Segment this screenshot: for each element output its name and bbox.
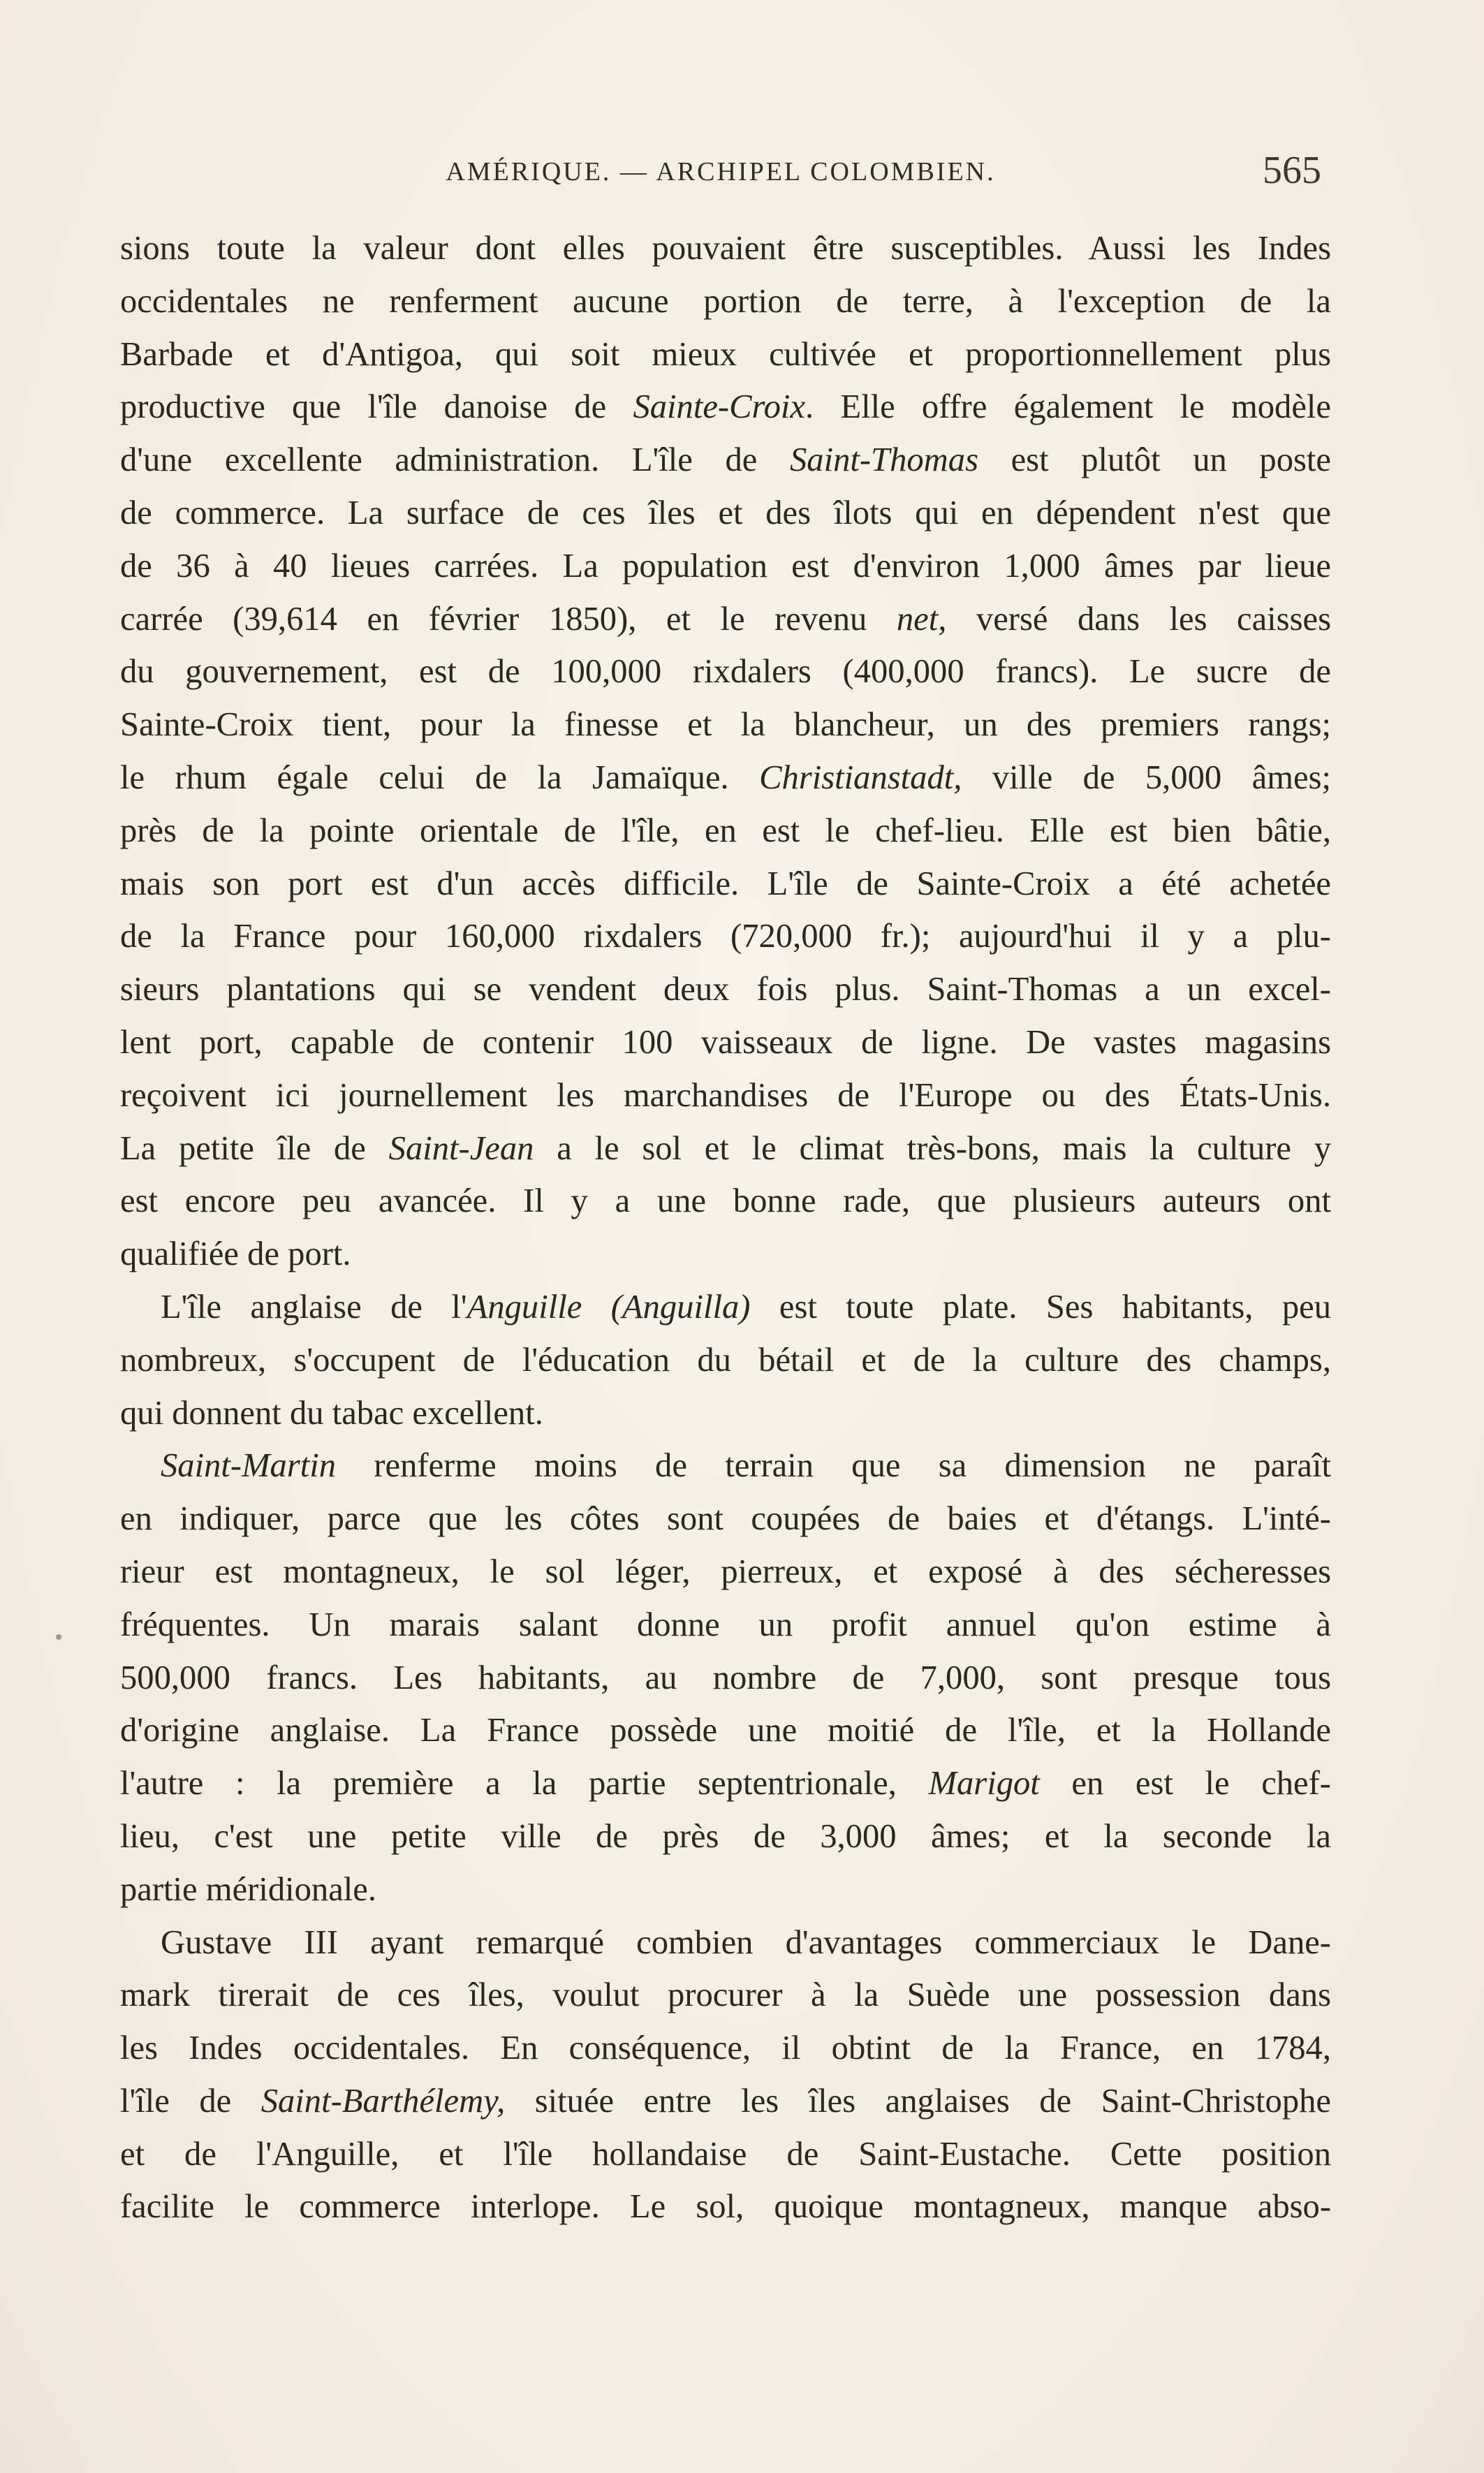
text-line: occidentales ne renferment aucune portion de terre, à l'exception de la	[120, 281, 1331, 320]
text-line: de la France pour 160,000 rixdalers (720,000 fr.); aujourd'hui il y a plu-	[120, 917, 1331, 955]
place-name-anguille: Anguille (Anguilla)	[466, 1287, 751, 1326]
text-line: mark tirerait de ces îles, voulut procurer à la Suède une possession dans	[120, 1976, 1331, 2014]
place-name-saint-jean: Saint-Jean	[388, 1129, 534, 1167]
text-line: rieur est montagneux, le sol léger, pierreux, et exposé à des sécheresses	[120, 1552, 1331, 1590]
text-line: reçoivent ici journellement les marchandises de l'Europe ou des États-Unis.	[120, 1076, 1331, 1114]
place-name-christianstadt: Christianstadt,	[759, 758, 962, 796]
running-title: AMÉRIQUE. — ARCHIPEL COLOMBIEN.	[446, 157, 996, 186]
text-line: l'autre : la première a la partie septentrionale, Marigot en est le chef-	[120, 1764, 1331, 1803]
text-line: les Indes occidentales. En conséquence, il obtint de la France, en 1784,	[120, 2029, 1331, 2067]
text-line: et de l'Anguille, et l'île hollandaise de Saint-Eustache. Cette position	[120, 2134, 1331, 2173]
text-line: d'origine anglaise. La France possède une moitié de l'île, et la Hollande	[120, 1711, 1331, 1749]
text-line: d'une excellente administration. L'île de Saint-Thomas est plutôt un poste	[120, 441, 1331, 479]
text-line: est encore peu avancée. Il y a une bonne rade, que plusieurs auteurs ont	[120, 1182, 1331, 1220]
text-line: qualifiée de port.	[120, 1235, 351, 1273]
text-line: qui donnent du tabac excellent.	[120, 1393, 543, 1432]
text-line: Gustave III ayant remarqué combien d'avantages commerciaux le Dane-	[161, 1923, 1331, 1961]
text-line: lieu, c'est une petite ville de près de 3,000 âmes; et la seconde la	[120, 1817, 1331, 1855]
body-text	[120, 222, 1331, 2233]
text-line: facilite le commerce interlope. Le sol, quoique montagneux, manque abso-	[120, 2187, 1331, 2226]
text-line: La petite île de Saint-Jean a le sol et le climat très-bons, mais la culture y	[120, 1129, 1331, 1167]
text-line: en indiquer, parce que les côtes sont coupées de baies et d'étangs. L'inté-	[120, 1499, 1331, 1538]
text-line: l'île de Saint-Barthélemy, située entre les îles anglaises de Saint-Christophe	[120, 2081, 1331, 2120]
text-line: Barbade et d'Antigoa, qui soit mieux cultivée et proportionnellement plus	[120, 335, 1331, 373]
page-number: 565	[1263, 149, 1321, 192]
text-line: le rhum égale celui de la Jamaïque. Christianstadt, ville de 5,000 âmes;	[120, 758, 1331, 796]
text-line: lent port, capable de contenir 100 vaisseaux de ligne. De vastes magasins	[120, 1022, 1331, 1061]
margin-dot	[56, 1634, 61, 1640]
place-name-marigot: Marigot	[928, 1764, 1040, 1803]
place-name-saint-thomas: Saint-Thomas	[789, 441, 978, 479]
page-header	[120, 147, 1321, 196]
text-line: 500,000 francs. Les habitants, au nombre de 7,000, sont presque tous	[120, 1658, 1331, 1696]
text-line: mais son port est d'un accès difficile. L'île de Sainte-Croix a été achetée	[120, 864, 1331, 902]
text-line: sions toute la valeur dont elles pouvaient être susceptibles. Aussi les Indes	[120, 229, 1331, 267]
text-line: Sainte-Croix tient, pour la finesse et la blancheur, un des premiers rangs;	[120, 705, 1331, 744]
text-line: productive que l'île danoise de Sainte-Croix. Elle offre également le modèle	[120, 388, 1331, 426]
place-name-saint-martin: Saint-Martin	[161, 1446, 337, 1485]
text-line: du gouvernement, est de 100,000 rixdalers (400,000 francs). Le sucre de	[120, 652, 1331, 691]
text-line: carrée (39,614 en février 1850), et le revenu net, versé dans les caisses	[120, 599, 1331, 638]
text-line: de commerce. La surface de ces îles et des îlots qui en dépendent n'est que	[120, 493, 1331, 531]
text-line: L'île anglaise de l'Anguille (Anguilla) est toute plate. Ses habitants, peu	[161, 1287, 1331, 1326]
text-line: partie méridionale.	[120, 1870, 376, 1908]
text-line: sieurs plantations qui se vendent deux fois plus. Saint-Thomas a un excel-	[120, 970, 1331, 1008]
text-line: près de la pointe orientale de l'île, en est le chef-lieu. Elle est bien bâtie,	[120, 811, 1331, 849]
text-line: fréquentes. Un marais salant donne un profit annuel qu'on estime à	[120, 1605, 1331, 1643]
place-name-saint-barthelemy: Saint-Barthélemy,	[260, 2081, 506, 2120]
text-line: Saint-Martin renferme moins de terrain que sa dimension ne paraît	[161, 1446, 1331, 1485]
emphasis-net: net,	[896, 599, 947, 638]
text-line: de 36 à 40 lieues carrées. La population est d'environ 1,000 âmes par lieue	[120, 546, 1331, 585]
place-name-sainte-croix: Sainte-Croix	[633, 388, 805, 426]
text-line: nombreux, s'occupent de l'éducation du bétail et de la culture des champs,	[120, 1340, 1331, 1379]
